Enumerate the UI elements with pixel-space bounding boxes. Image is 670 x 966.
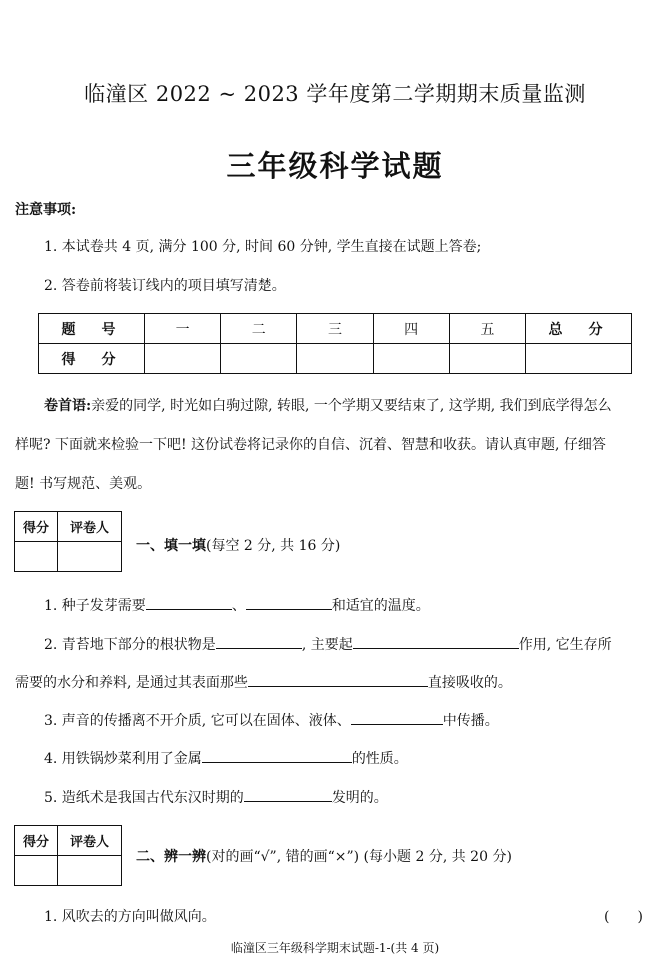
score-cell-3[interactable]: [297, 344, 373, 374]
answer-blank[interactable]: [246, 595, 332, 610]
score-col-label: 题 号: [39, 314, 145, 344]
q4-text-b: 的性质。: [351, 751, 408, 767]
score-col-2: 二: [221, 314, 297, 344]
q1-text-b: 、: [231, 598, 246, 614]
score-cell-4[interactable]: [373, 344, 449, 374]
answer-blank[interactable]: [216, 634, 302, 649]
q1-text-c: 和适宜的温度。: [331, 598, 430, 614]
question-1-5: [44, 787, 388, 807]
grader-name-cell[interactable]: [58, 856, 122, 886]
notice-heading: 注意事项:: [15, 202, 77, 218]
score-col-5: 五: [449, 314, 525, 344]
grader-score-label: 得分: [15, 826, 58, 856]
score-col-4: 四: [373, 314, 449, 344]
score-col-total: 总 分: [526, 314, 632, 344]
q3-text-b: 中传播。: [442, 713, 499, 729]
section-1-title: 一、填一填: [136, 538, 206, 554]
answer-blank[interactable]: [353, 634, 519, 649]
grader-name-label: 评卷人: [58, 826, 122, 856]
question-1-3: [44, 710, 499, 730]
section-1-note: (每空 2 分, 共 16 分): [206, 538, 341, 554]
grader-score-label: 得分: [15, 512, 58, 542]
score-col-1: 一: [145, 314, 221, 344]
grader-score-cell[interactable]: [15, 856, 58, 886]
score-table-score-row: [39, 344, 632, 374]
q3-text-a: 3. 声音的传播离不开介质, 它可以在固体、液体、: [44, 713, 351, 729]
score-cell-total[interactable]: [526, 344, 632, 374]
grader-box-2: [14, 825, 122, 886]
preface-line-2: 样呢? 下面就来检验一下吧! 这份试卷将记录你的自信、沉着、智慧和收获。请认真审题, 仔细答: [15, 437, 606, 453]
question-1-4: [44, 748, 408, 768]
q2-text-a: 2. 青苔地下部分的根状物是: [44, 637, 216, 653]
question-1-1: [44, 595, 430, 615]
q2-text-e: 直接吸收的。: [427, 675, 512, 691]
question-1-2-cont: [15, 672, 512, 692]
q2-text-b: , 主要起: [301, 637, 353, 653]
exam-header: 临潼区 2022 ~ 2023 学年度第二学期期末质量监测: [84, 82, 586, 106]
answer-blank[interactable]: [146, 595, 232, 610]
grader-score-cell[interactable]: [15, 542, 58, 572]
answer-blank[interactable]: [351, 710, 443, 725]
preface-line-1: [44, 395, 612, 415]
grader-name-label: 评卷人: [58, 512, 122, 542]
q2-text-c: 作用, 它生存所: [518, 637, 612, 653]
score-cell-5[interactable]: [449, 344, 525, 374]
score-row-label: 得 分: [39, 344, 145, 374]
notice-item-2: 2. 答卷前将装订线内的项目填写清楚。: [44, 278, 286, 294]
score-table-header-row: [39, 314, 632, 344]
answer-blank[interactable]: [244, 787, 332, 802]
answer-paren[interactable]: ( ): [604, 909, 643, 925]
section-2-note: (对的画“√”, 错的画“×”) (每小题 2 分, 共 20 分): [206, 849, 512, 865]
preface-text-1: 亲爱的同学, 时光如白驹过隙, 转眼, 一个学期又要结束了, 这学期, 我们到底学得怎么: [91, 398, 612, 414]
question-2-1: 1. 风吹去的方向叫做风向。: [44, 909, 216, 925]
grader-box-1: [14, 511, 122, 572]
grader-name-cell[interactable]: [58, 542, 122, 572]
q2-text-d: 需要的水分和养料, 是通过其表面那些: [15, 675, 248, 691]
section-2-heading: [136, 846, 512, 866]
notice-item-1: 1. 本试卷共 4 页, 满分 100 分, 时间 60 分钟, 学生直接在试题上答卷;: [44, 239, 482, 255]
score-cell-1[interactable]: [145, 344, 221, 374]
answer-blank[interactable]: [202, 748, 352, 763]
preface-line-3: 题! 书写规范、美观。: [15, 476, 152, 492]
q5-text-a: 5. 造纸术是我国古代东汉时期的: [44, 790, 244, 806]
score-cell-2[interactable]: [221, 344, 297, 374]
score-table: [38, 313, 632, 374]
section-2-title: 二、辨一辨: [136, 849, 206, 865]
answer-blank[interactable]: [248, 672, 428, 687]
score-col-3: 三: [297, 314, 373, 344]
exam-title: 三年级科学试题: [226, 149, 444, 183]
q4-text-a: 4. 用铁锅炒菜利用了金属: [44, 751, 202, 767]
q5-text-b: 发明的。: [331, 790, 388, 806]
q1-text-a: 1. 种子发芽需要: [44, 598, 146, 614]
question-1-2: [44, 634, 612, 654]
section-1-heading: [136, 535, 340, 555]
preface-label: 卷首语:: [44, 398, 92, 414]
page-footer: 临潼区三年级科学期末试题-1-(共 4 页): [230, 941, 440, 955]
